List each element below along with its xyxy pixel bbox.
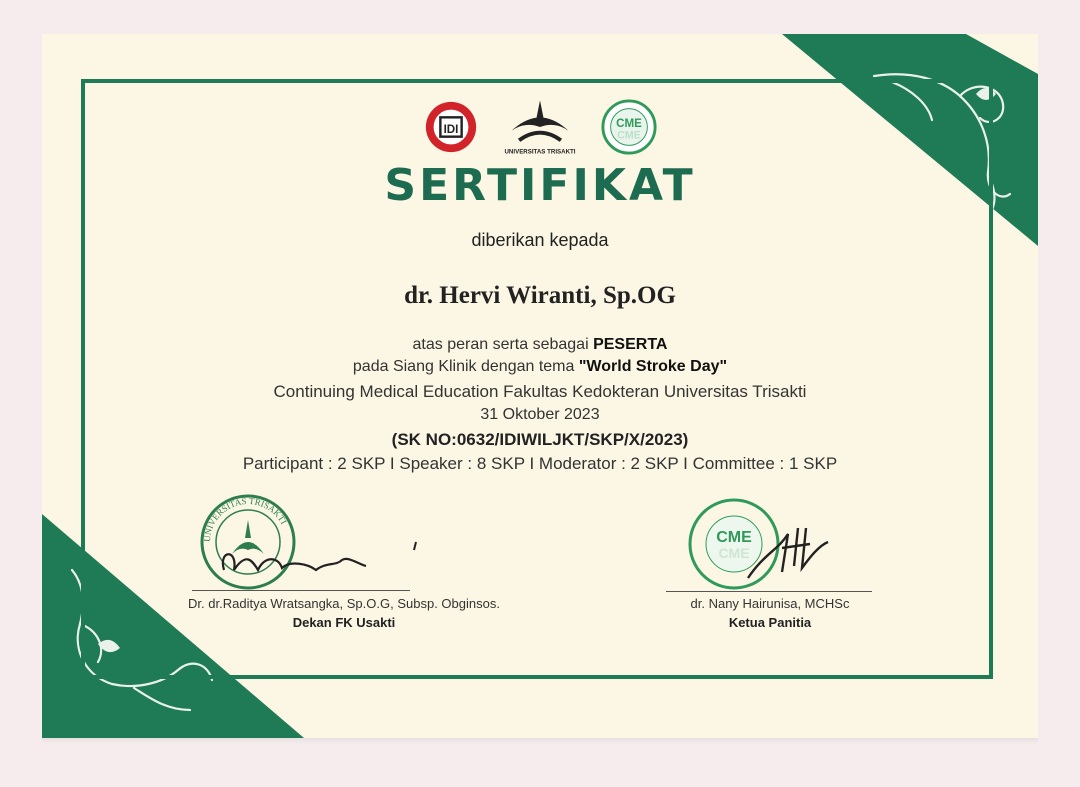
given-to-text: diberikan kepada	[471, 230, 609, 250]
svg-text:UNIVERSITAS TRISAKTI: UNIVERSITAS TRISAKTI	[504, 148, 576, 156]
organizer-line: Continuing Medical Education Fakultas Kedokteran Universitas Trisakti	[273, 382, 807, 401]
left-signatory-title: Dekan FK Usakti	[292, 615, 396, 630]
theme-line	[42, 358, 1038, 376]
right-signatory	[670, 596, 870, 630]
svg-text:CME: CME	[617, 129, 641, 142]
trisakti-logo	[502, 96, 578, 158]
left-stamp-signature	[198, 490, 438, 602]
right-signatory-title: Ketua Panitia	[728, 615, 812, 630]
sk-number: (SK NO:0632/IDIWILJKT/SKP/X/2023)	[391, 430, 689, 449]
left-signatory-name: Dr. dr.Raditya Wratsangka, Sp.O.G, Subsp. Obginsos.	[188, 596, 500, 611]
idi-logo	[422, 98, 480, 156]
role-prefix: atas peran serta sebagai	[412, 336, 594, 353]
right-stamp-signature	[678, 494, 858, 594]
certificate	[42, 34, 1038, 738]
left-signatory	[154, 596, 534, 630]
certificate-title: SERTIFIKAT	[384, 160, 696, 211]
logo-row	[42, 96, 1038, 158]
svg-text:IDI: IDI	[443, 122, 459, 136]
theme-prefix: pada Siang Klinik dengan tema	[352, 358, 579, 375]
svg-text:UNIVERSITAS TRISAKTI: UNIVERSITAS TRISAKTI	[201, 495, 289, 543]
right-signature-line	[666, 591, 872, 592]
right-signatory-name: dr. Nany Hairunisa, MCHSc	[690, 596, 850, 611]
event-date: 31 Oktober 2023	[480, 406, 600, 423]
role-value: PESERTA	[593, 336, 668, 353]
role-line	[42, 336, 1038, 354]
svg-text:CME: CME	[616, 117, 642, 130]
svg-text:CME: CME	[716, 529, 752, 546]
left-signature-line	[192, 590, 410, 591]
cme-logo	[600, 98, 658, 156]
recipient-name: dr. Hervi Wiranti, Sp.OG	[404, 282, 676, 309]
svg-text:CME: CME	[718, 545, 750, 561]
theme-value: "World Stroke Day"	[578, 358, 728, 375]
skp-credits: Participant : 2 SKP I Speaker : 8 SKP I Moderator : 2 SKP I Committee : 1 SKP	[242, 454, 838, 473]
